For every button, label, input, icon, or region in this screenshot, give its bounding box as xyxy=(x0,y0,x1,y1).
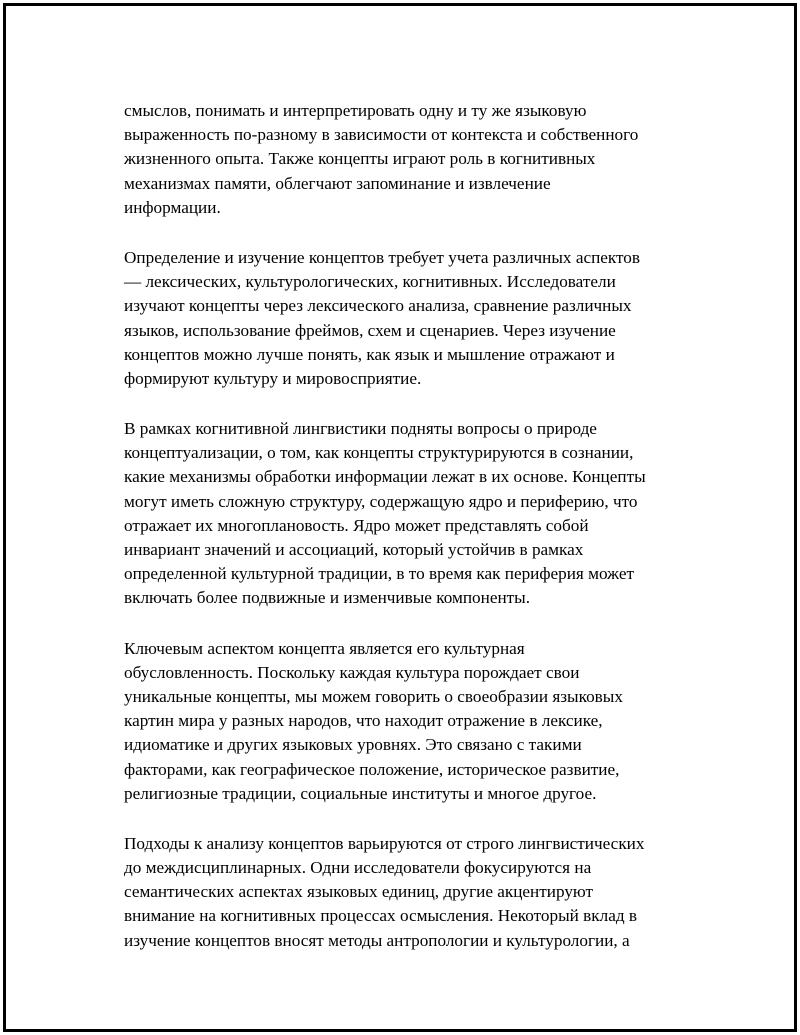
text-line: Определение и изучение концептов требует учета различных аспектов xyxy=(124,247,641,267)
text-line: обусловленность. Поскольку каждая культура порождает свои xyxy=(124,662,580,682)
paragraph xyxy=(124,637,694,806)
text-line: концептуализации, о том, как концепты структурируются в сознании, xyxy=(124,443,634,463)
text-line: В рамках когнитивной лингвистики подняты вопросы о природе xyxy=(124,419,597,439)
text-line: формируют культуру и мировосприятие. xyxy=(124,368,422,388)
text-line: Подходы к анализу концептов варьируются от строго лингвистических xyxy=(124,833,645,853)
paragraph xyxy=(124,246,694,391)
text-line: языков, использование фреймов, схем и сценариев. Через изучение xyxy=(124,320,616,340)
text-line: до междисциплинарных. Одни исследователи фокусируются на xyxy=(124,858,592,878)
text-line: выраженность по-разному в зависимости от контекста и собственного xyxy=(124,125,639,145)
text-line: внимание на когнитивных процессах осмысления. Некоторый вклад в xyxy=(124,906,637,926)
text-line: могут иметь сложную структуру, содержащую ядро и периферию, что xyxy=(124,491,638,511)
text-line: семантических аспектах языковых единиц, другие акцентируют xyxy=(124,882,594,902)
text-line: уникальные концепты, мы можем говорить о своеобразии языковых xyxy=(124,686,623,706)
text-line: информации. xyxy=(124,197,221,217)
text-line: механизмах памяти, облегчают запоминание и извлечение xyxy=(124,173,551,193)
text-line: идиоматике и других языковых уровнях. Это связано с такими xyxy=(124,735,582,755)
paragraph xyxy=(124,417,694,611)
text-line: Ключевым аспектом концепта является его культурная xyxy=(124,638,525,658)
text-line: картин мира у разных народов, что находит отражение в лексике, xyxy=(124,711,603,731)
text-line: концептов можно лучше понять, как язык и мышление отражают и xyxy=(124,344,615,364)
text-line: отражает их многоплановость. Ядро может представлять собой xyxy=(124,515,589,535)
text-line: факторами, как географическое положение, историческое развитие, xyxy=(124,759,620,779)
text-line: — лексических, культурологических, когнитивных. Исследователи xyxy=(124,272,616,292)
page-frame xyxy=(3,3,797,1032)
text-line: инвариант значений и ассоциаций, который устойчив в рамках xyxy=(124,540,584,559)
text-line: какие механизмы обработки информации лежат в их основе. Концепты xyxy=(124,467,646,487)
text-line: изучают концепты через лексического анализа, сравнение различных xyxy=(124,296,632,316)
text-line: смыслов, понимать и интерпретировать одну и ту же языковую xyxy=(124,101,587,120)
document-body xyxy=(124,99,694,979)
text-line: религиозные традиции, социальные институты и многое другое. xyxy=(124,783,597,803)
text-line: включать более подвижные и изменчивые компоненты. xyxy=(124,588,531,608)
text-line: определенной культурной традиции, в то время как периферия может xyxy=(124,564,634,584)
text-line: изучение концептов вносят методы антропологии и культурологии, а xyxy=(124,930,630,950)
paragraph xyxy=(124,832,694,953)
text-line: жизненного опыта. Также концепты играют роль в когнитивных xyxy=(124,149,596,169)
paragraph xyxy=(124,99,694,220)
